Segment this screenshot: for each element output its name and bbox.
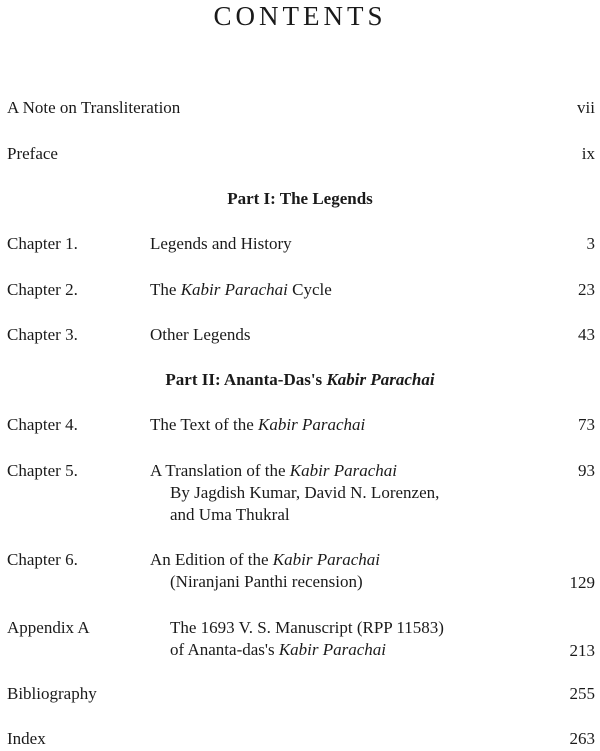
page-number: 263: [569, 729, 595, 748]
chapter-label: Chapter 3.: [7, 325, 78, 344]
page-number: 23: [578, 280, 595, 299]
page-number: 129: [569, 573, 595, 592]
entry-title: Bibliography: [7, 684, 97, 703]
chapter-title: The Kabir Parachai Cycle: [150, 280, 332, 299]
page-number: 73: [578, 415, 595, 434]
chapter-label: Chapter 1.: [7, 234, 78, 253]
chapter-subline: (Niranjani Panthi recension): [170, 572, 363, 591]
entry-title: A Note on Transliteration: [7, 98, 181, 117]
chapter-title: Other Legends: [150, 325, 251, 344]
appendix-title: The 1693 V. S. Manuscript (RPP 11583) of Ananta-das's Kabir Parachai: [170, 618, 444, 659]
part-heading: Part I: The Legends: [227, 189, 373, 208]
page-number: ix: [581, 144, 595, 163]
page-title: CONTENTS: [213, 1, 387, 31]
part-heading: Part II: Ananta-Das's Kabir Parachai: [165, 370, 435, 389]
chapter-label: Chapter 2.: [7, 280, 78, 299]
page-number: 213: [569, 641, 595, 660]
chapter-title: The Text of the Kabir Parachai: [150, 415, 366, 434]
chapter-subline: and Uma Thukral: [170, 505, 290, 524]
chapter-label: Chapter 5.: [7, 461, 78, 480]
page-number: vii: [577, 98, 595, 117]
chapter-title: Legends and History: [150, 234, 292, 253]
chapter-title: A Translation of the Kabir Parachai By Jagdish Kumar, David N. Lorenzen, and Uma Thukral: [150, 461, 440, 524]
chapter-label: Chapter 4.: [7, 415, 78, 434]
page-number: 43: [578, 325, 595, 344]
chapter-subline: By Jagdish Kumar, David N. Lorenzen,: [170, 483, 440, 502]
entry-title: Index: [7, 729, 46, 748]
entry-title: Preface: [7, 144, 58, 163]
page-number: 255: [569, 684, 595, 703]
chapter-title: An Edition of the Kabir Parachai (Niranjani Panthi recension): [150, 550, 380, 591]
page-number: 3: [586, 234, 595, 253]
chapter-label: Chapter 6.: [7, 550, 78, 569]
page-number: 93: [578, 461, 595, 480]
appendix-label: Appendix A: [7, 618, 90, 637]
